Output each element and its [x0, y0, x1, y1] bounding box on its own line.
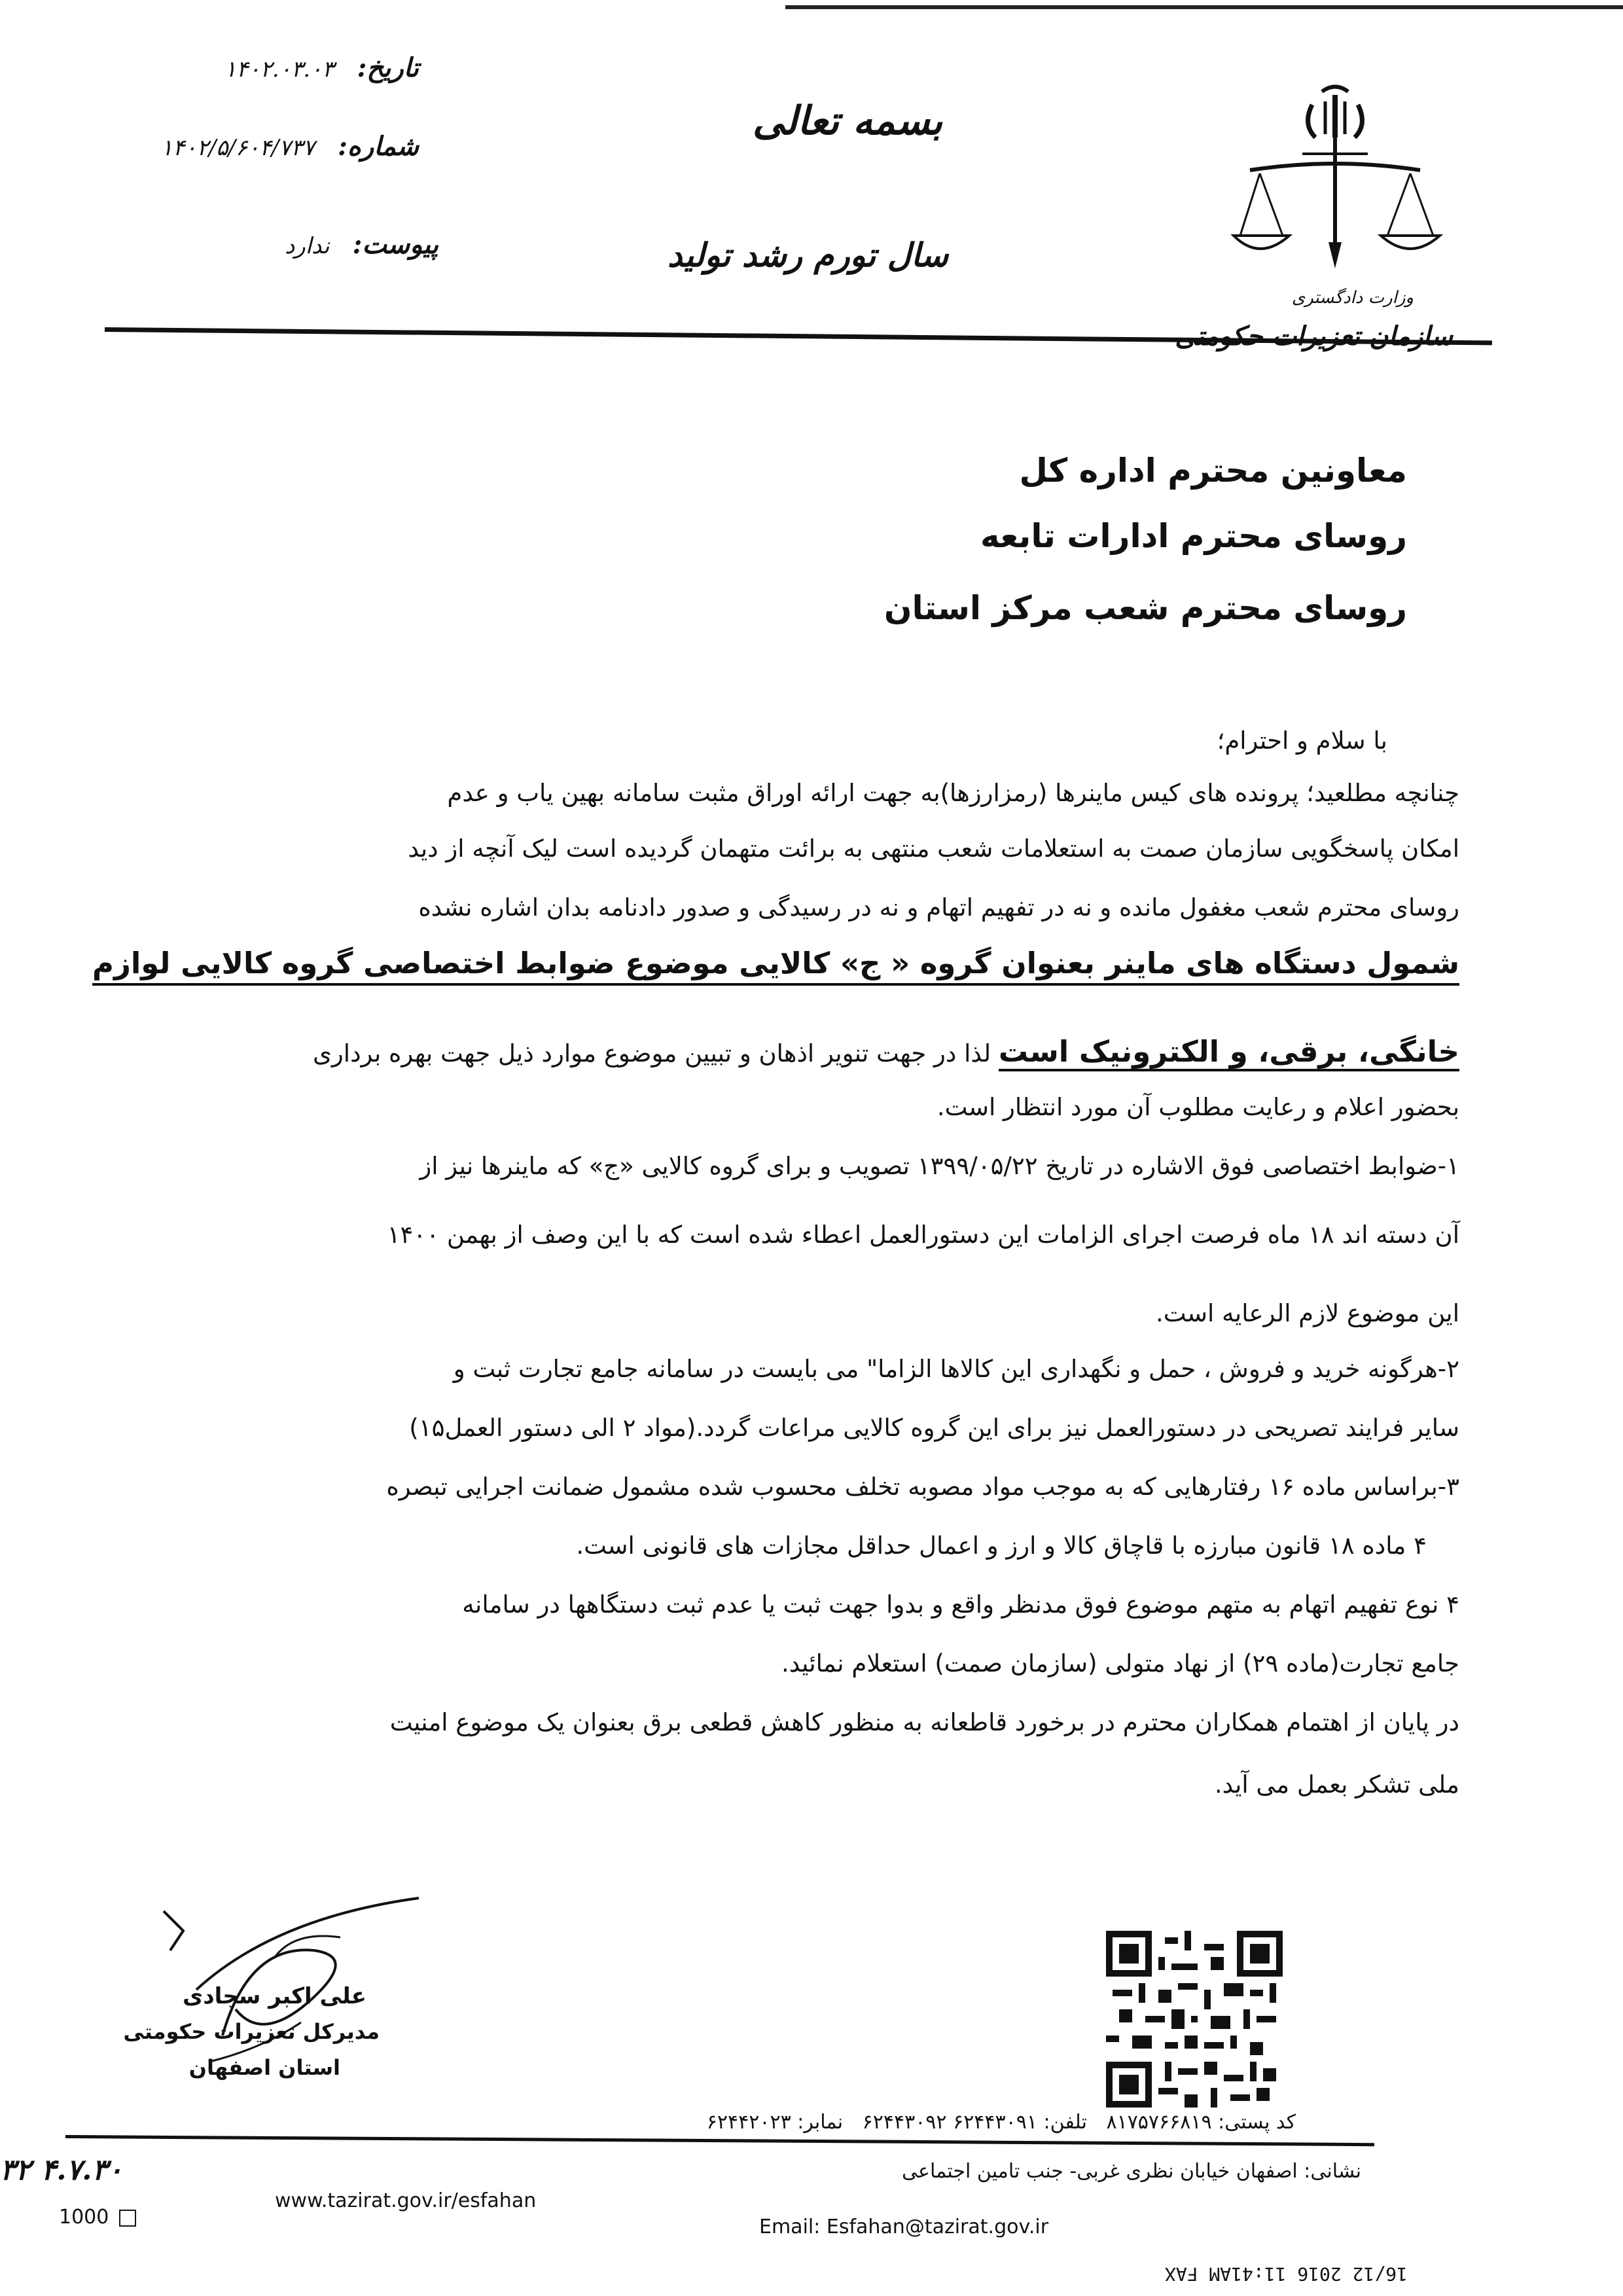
number-label: شماره: [338, 131, 419, 162]
basmala: بسمه تعالی [753, 98, 943, 144]
number-row [151, 131, 419, 162]
stamp-code: 1000 [59, 2206, 109, 2229]
signature-title: مدیرکل تعزیرات حکومتی [123, 2019, 380, 2044]
motto: سال تورم رشد تولید [668, 236, 949, 274]
footer-email: Email: Esfahan@tazirat.gov.ir [759, 2215, 1049, 2238]
body-after-8: ۴ ماده ۱۸ قانون مبارزه با قاچاق کالا و ارز و اعمال حداقل مجازات های قانونی است. [576, 1532, 1427, 1560]
number-value: ۱۴۰۲/۵/۶۰۴/۷۳۷ [160, 135, 315, 161]
bold-line-2-cont: لذا در جهت تنویر اذهان و تبیین موضوع موارد ذیل جهت بهره برداری [312, 1039, 999, 1067]
fax-header: 16/12 2016 11:41AM FAX [1165, 2263, 1408, 2285]
stamp-box-icon [119, 2210, 136, 2227]
footer-address: نشانی: اصفهان خیابان نظری غربی- جنب تامین اجتماعی [902, 2160, 1361, 2183]
footer-divider [65, 2135, 1374, 2146]
body-after-9: ۴ نوع تفهیم اتهام به متهم موضوع فوق مدنظر واقع و بدوا جهت ثبت یا عدم ثبت دستگاهها در سامانه [462, 1590, 1459, 1619]
date-value: ۱۴۰۲.۰۳.۰۳ [224, 56, 334, 82]
handwritten-number: ۳۲ ۴.۷.۳۰ [0, 2153, 123, 2187]
body-after-10: جامع تجارت(ماده ۲۹) از نهاد متولی (سازمان صمت) استعلام نمائید. [781, 1649, 1459, 1677]
body-after-11: در پایان از اهتمام همکاران محترم در برخورد قاطعانه به منظور کاهش قطعی برق بعنوان یک موضوع امنیت [389, 1708, 1459, 1736]
bold-line-2-text: خانگی، برقی، و الکترونیک است [999, 1034, 1459, 1071]
signature-name: علی اکبر سجادی [183, 1983, 366, 2009]
attachment-row [249, 229, 438, 260]
footer-contact-row [707, 2111, 1296, 2134]
bold-line-2-row [313, 1034, 1459, 1069]
attachment-value: ندارد [285, 233, 330, 259]
body-after-2: ۱-ضوابط اختصاصی فوق الاشاره در تاریخ ۱۳۹۹/۰۵/۲۲ تصویب و برای گروه کالایی «ج» که ماینرها نیز از [419, 1152, 1459, 1180]
footer-fax: نمابر: ۶۲۴۴۲۰۲۳ [706, 2111, 844, 2134]
body-after-1: بحضور اعلام و رعایت مطلوب آن مورد انتظار است. [936, 1093, 1459, 1121]
body-line-1: چنانچه مطلعید؛ پرونده های کیس ماینرها (رمزارزها)به جهت ارائه اوراق مثبت سامانه بهین یاب و عدم [447, 779, 1459, 807]
body-after-4: این موضوع لازم الرعایه است. [1155, 1299, 1459, 1327]
stamp-code-row [59, 2206, 136, 2229]
top-border [785, 5, 1623, 9]
body-after-7: ۳-براساس ماده ۱۶ رفتارهایی که به موجب مواد مصوبه تخلف محسوب شده مشمول ضمانت اجرایی تبصره [386, 1473, 1459, 1501]
body-after-5: ۲-هرگونه خرید و فروش ، حمل و نگهداری این کالاها الزاما" می بایست در سامانه جامع تجارت ثبت و [453, 1355, 1459, 1383]
body-line-2: امکان پاسخگویی سازمان صمت به استعلامات شعب منتهی به برائت متهمان گردیده است لیک آنچه از دید [408, 834, 1459, 863]
org-ministry: وزارت دادگستری [1291, 288, 1414, 308]
addressee-1: معاونین محترم اداره کل [1019, 452, 1407, 490]
body-after-6: سایر فرایند تصریحی در دستورالعمل نیز برای این گروه کالایی مراعات گردد.(مواد ۲ الی دستور العمل۱۵) [409, 1414, 1459, 1442]
body-after-3: آن دسته اند ۱۸ ماه فرصت اجرای الزامات این دستورالعمل اعطاء شده است که با این وصف از بهمن ۱۴۰۰ [387, 1221, 1459, 1249]
footer-postal: کد پستی: ۸۱۷۵۷۶۶۸۱۹ [1106, 2111, 1296, 2134]
bold-line-1 [92, 946, 1459, 986]
body-after-12: ملی تشکر بعمل می آید. [1214, 1770, 1459, 1799]
bold-line-1-text: شمول دستگاه های ماینر بعنوان گروه « ج» کالایی موضوع ضوابط اختصاصی گروه کالایی لوازم [92, 946, 1459, 980]
footer-website: www.tazirat.gov.ir/esfahan [275, 2189, 537, 2212]
attachment-label: پیوست: [352, 229, 438, 260]
org-name: سازمان تعزیرات حکومتی [1175, 321, 1453, 351]
date-row [170, 52, 419, 83]
qr-code-icon [1106, 1931, 1283, 2108]
footer-phone: تلفن: ۶۲۴۴۳۰۹۱ ۶۲۴۴۳۰۹۲ [862, 2111, 1087, 2134]
greeting: با سلام و احترام؛ [1217, 726, 1387, 755]
emblem-scales-icon [1224, 79, 1446, 314]
signature-province: استان اصفهان [188, 2055, 340, 2080]
addressee-3: روسای محترم شعب مرکز استان [883, 589, 1407, 627]
addressee-2: روسای محترم ادارات تابعه [980, 517, 1407, 555]
date-label: تاریخ: [357, 52, 419, 83]
body-line-3: روسای محترم شعب مغفول مانده و نه در تفهیم اتهام و نه در رسیدگی و صدور دادنامه بدان اشاره نشده [418, 893, 1459, 922]
